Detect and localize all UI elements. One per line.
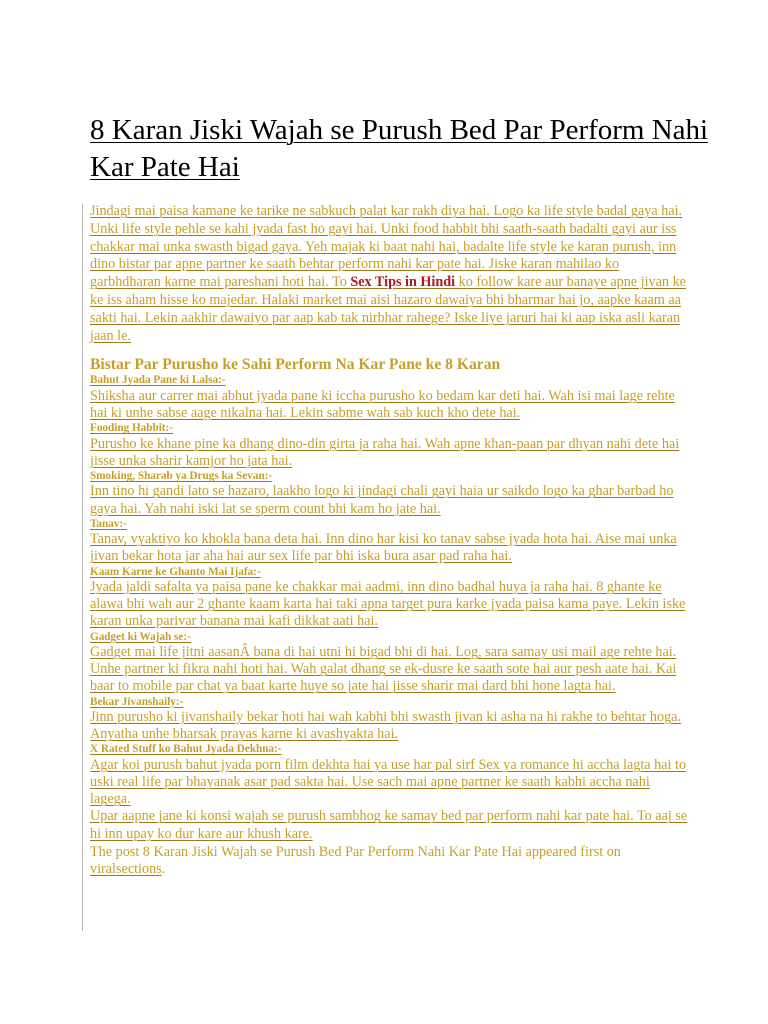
- reason-title[interactable]: Tanav:-: [90, 517, 127, 530]
- post-source-end: .: [161, 861, 166, 878]
- intro-text-link-2[interactable]: ko follow kare aur banaye apne jivan ke ke iss aham hisse ko majedar.: [90, 274, 686, 308]
- viralsections-link[interactable]: viralsections: [90, 861, 162, 878]
- post-source-text: The post 8 Karan Jiski Wajah se Purush Bed Par Perform Nahi Kar Pate Hai appeared first on: [90, 843, 621, 860]
- reason-body[interactable]: Tanav, vyaktiyo ko khokla bana deta hai. Inn dino har kisi ko tanav sabse jyada hota hai. Aise mai unka jivan bekar hota jar aha hai aur sex life par bhi iska bura asar pad raha hai.: [90, 531, 677, 565]
- reason-title[interactable]: Bahut Jyada Pane ki Lalsa:-: [90, 374, 226, 387]
- left-margin-rule: [82, 204, 83, 931]
- reason-body[interactable]: Jinn purusho ki jivanshaily bekar hoti hai wah kabhi bhi swasth jivan ki asha na hi rakhe to behtar hoga. Anyatha unhe bharsak prayas karne ki avashyakta hai.: [90, 709, 682, 743]
- post-source-note: [90, 844, 690, 879]
- reason-body[interactable]: Shiksha aur carrer mai abhut jyada pane ki iccha purusho ko bedam kar deti hai. Wah isi mai lage rehte hai ki unhe sabse aage nikalna hai. Lekin sabme wah sab kuch kho dete hai.: [90, 387, 675, 421]
- intro-text-link[interactable]: Jindagi mai paisa kamane ke tarike ne sabkuch palat kar rakh diya hai. Logo ka life style badal gaya hai. Unki life style pehle se kahi jyada fast ho gayi hai. Unki food habbit bhi saath-saath badalti gayi aur iss chakkar mai unka swasth bigad gaya. Yeh majak ki baat nahi hai, badalte life style ke karan purush, inn dino bistar par apne partner ke saath behtar perform nahi kar pate hai. Jiske karan mahilao ko garbhdharan karne mai pareshani hoti hai. To: [90, 203, 683, 291]
- sex-tips-link[interactable]: Sex Tips in Hindi: [350, 274, 456, 291]
- reason-body[interactable]: Agar koi purush bahut jyada porn film dekhta hai ya use har pal sirf Sex ya romance hi accha lagta hai to uski real life par bhayanak asar pad sakta hai. Use sach mai apne partner ke saath kabhi accha nahi lagega.: [90, 756, 687, 808]
- reason-title[interactable]: Kaam Karne ke Ghanto Mai Ijafa:-: [90, 565, 261, 578]
- reason-title[interactable]: Smoking, Sharab ya Drugs ka Sevan:-: [90, 470, 273, 482]
- intro-text-link-3[interactable]: Halaki market mai aisi hazaro dawaiya bhi bharmar hai jo, aapke kaam aa sakti hai. Lekin aakhir dawaiyo par aap kab tak nirbhar rahege? Iske liye jaruri hai ki aap iska asli karan jaan le.: [90, 291, 681, 344]
- reason-title[interactable]: Bekar Jivanshaily:-: [90, 695, 184, 708]
- reason-body[interactable]: Jyada jaldi safalta ya paisa pane ke chakkar mai aadmi, inn dino badhal huya ja raha hai. 8 ghante ke alawa bhi wah aur 2 ghante kaam karta hai taki apna target pura karke jyada paisa kama paye. Lekin iske karan unka parivar banana mai kafi dikkat aati hai.: [90, 579, 686, 630]
- reason-body[interactable]: Purusho ke khane pine ka dhang dino-din girta ja raha hai. Wah apne khan-paan par dhyan nahi dete hai jisse unka sharir kamjor ho jata hai.: [90, 435, 680, 469]
- reason-body[interactable]: Gadget mai life jitni aasanÂ bana di hai utni hi bigad bhi di hai. Log, sara samay usi mail age rehte hai. Unhe partner ki fikra nahi hoti hai. Wah galat dhang se ek-dusre ke saath sote hai aur pesh aate hai. Kai baar to mobile par chat ya baat karte huye so jate hai jisse sharir mai dard bhi hone lagta hai.: [90, 644, 677, 695]
- reason-title[interactable]: Fooding Habbit:-: [90, 422, 173, 435]
- section-heading: Bistar Par Purusho ke Sahi Perform Na Kar Pane ke 8 Karan: [90, 356, 501, 374]
- article-body: [90, 203, 690, 879]
- intro-paragraph: [90, 203, 690, 345]
- reason-body[interactable]: Inn tino hi gandi lato se hazaro, laakho logo ki jindagi chali gayi haia ur saikdo logo ka ghar barbad ho gaya hai. Yah nahi iski lat se sperm count bhi kam ho jate hai.: [90, 483, 674, 517]
- reason-title[interactable]: Gadget ki Wajah se:-: [90, 630, 191, 643]
- reason-title[interactable]: X Rated Stuff ko Bahut Jyada Dekhna:-: [90, 743, 282, 756]
- page-title: 8 Karan Jiski Wajah se Purush Bed Par Perform Nahi Kar Pate Hai: [90, 114, 709, 183]
- closing-paragraph[interactable]: Upar aapne jane ki konsi wajah se purush sambhog ke samay bed par perform nahi kar pate hai. To aaj se hi inn upay ko dur kare aur khush kare.: [90, 808, 688, 843]
